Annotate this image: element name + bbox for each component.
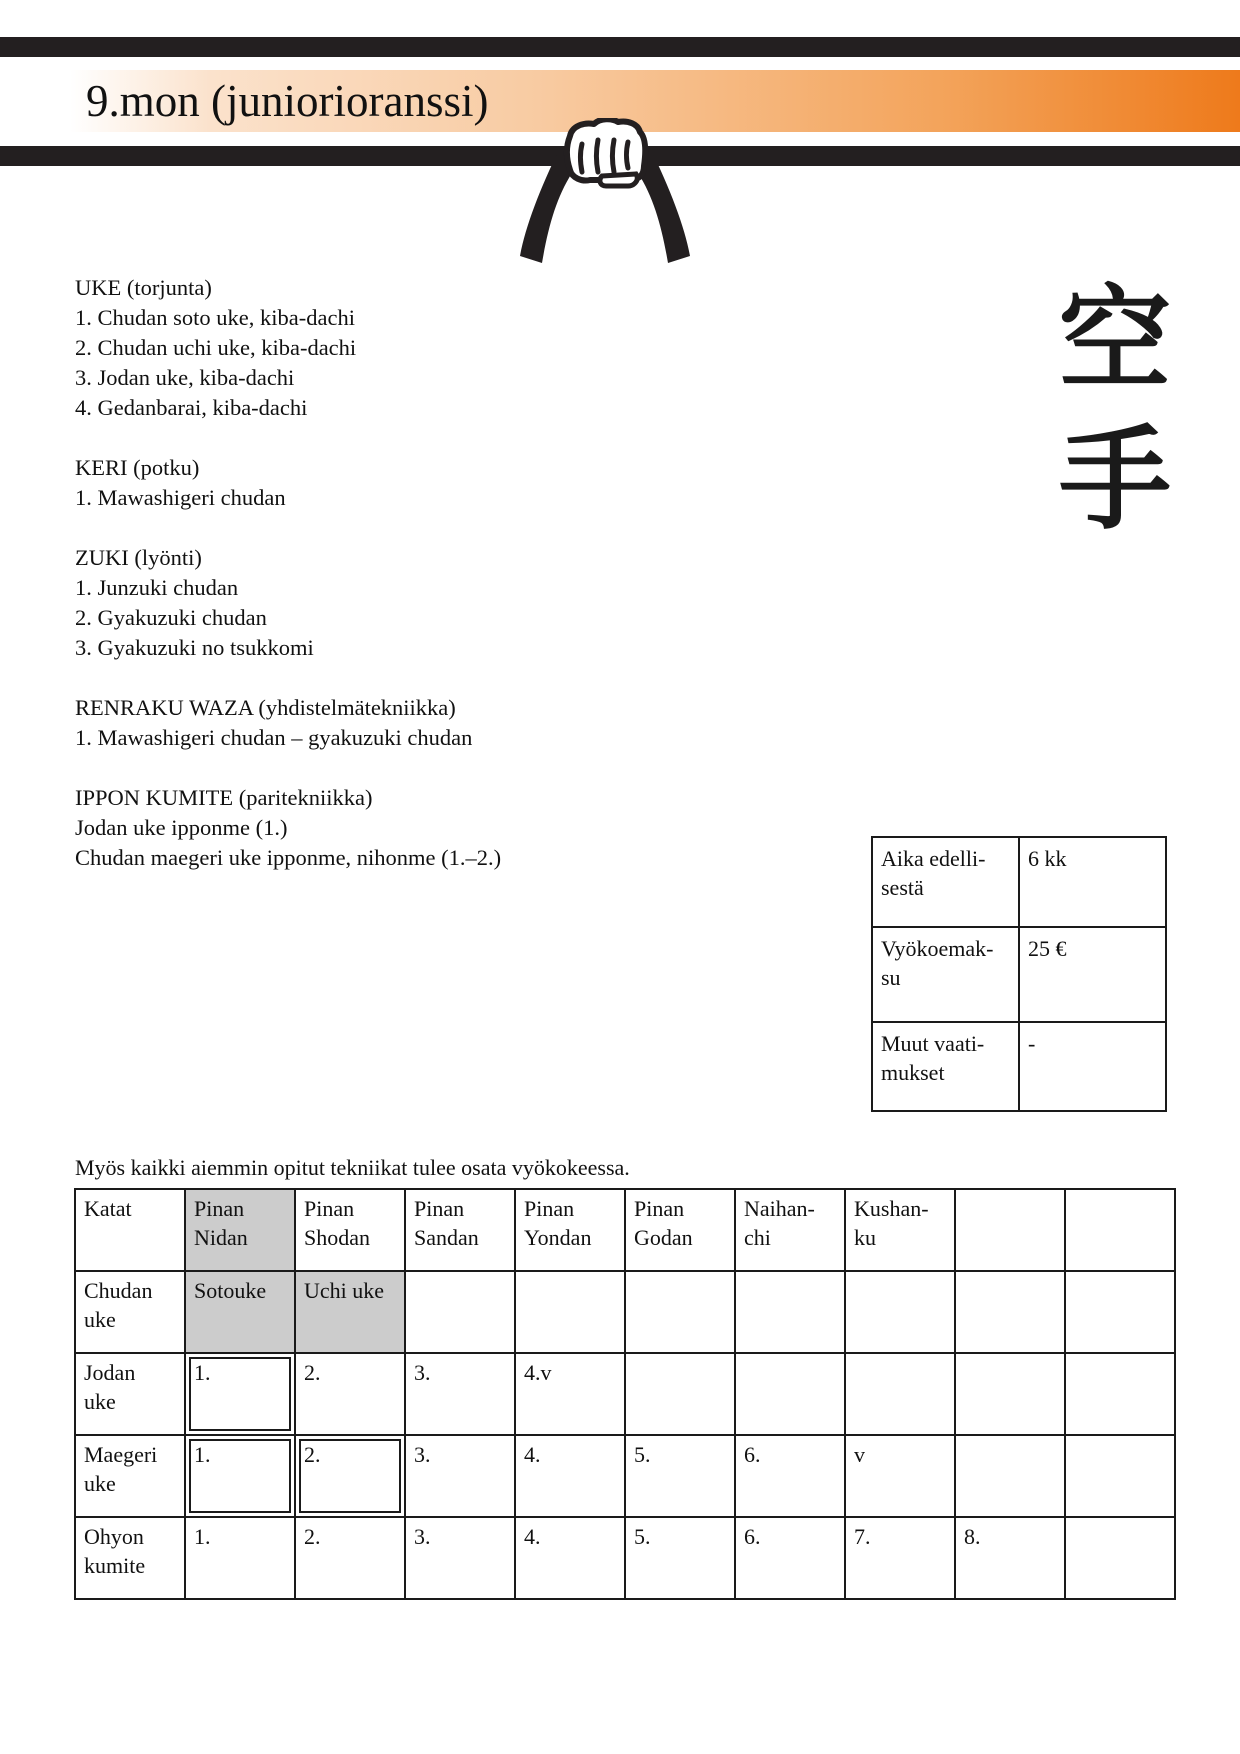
cell-text: Naihan- — [744, 1196, 815, 1221]
list-item: 2. Gyakuzuki chudan — [75, 605, 267, 630]
list-item: 3. Jodan uke, kiba-dachi — [75, 365, 295, 390]
table-cell — [515, 1189, 625, 1271]
table-cell — [185, 1353, 295, 1435]
cell-text: Kushan- — [854, 1196, 929, 1221]
row-label-cell — [75, 1189, 185, 1271]
cell-text: Sandan — [414, 1225, 479, 1250]
table-cell — [405, 1271, 515, 1353]
table-cell — [845, 1517, 955, 1599]
kanji-te: 手 — [1059, 415, 1171, 545]
section-heading: ZUKI (lyönti) — [75, 545, 202, 570]
table-row — [75, 1435, 1175, 1517]
cell-text: 8. — [964, 1524, 981, 1549]
cell-text: 7. — [854, 1524, 871, 1549]
cell-text: uke — [84, 1471, 116, 1496]
page-title: 9.mon (juniorioranssi) — [86, 76, 489, 126]
kanji-kara: 空 — [1059, 275, 1171, 405]
cell-text: chi — [744, 1225, 771, 1250]
section — [75, 543, 501, 663]
table-cell — [295, 1435, 405, 1517]
section — [75, 783, 501, 873]
table-cell — [515, 1353, 625, 1435]
list-item: Chudan maegeri uke ipponme, nihonme (1.–2.) — [75, 845, 502, 870]
section-heading: UKE (torjunta) — [75, 275, 212, 300]
section-heading: RENRAKU WAZA (yhdistelmätekniikka) — [75, 695, 456, 720]
list-item: 1. Chudan soto uke, kiba-dachi — [75, 305, 355, 330]
section — [75, 693, 501, 753]
table-cell — [515, 1517, 625, 1599]
section-heading: KERI (potku) — [75, 455, 200, 480]
table-cell — [1065, 1189, 1175, 1271]
cell-text: 5. — [634, 1524, 651, 1549]
label-cell: Aika edelli- sestä — [872, 837, 1019, 927]
cell-text: 1. — [194, 1524, 211, 1549]
cell-text: 6. — [744, 1524, 761, 1549]
table-header-row — [75, 1189, 1175, 1271]
value-cell: 6 kk — [1019, 837, 1166, 927]
cell-text: v — [854, 1442, 865, 1467]
note-text: Myös kaikki aiemmin opitut tekniikat tulee osata vyökokeessa. — [75, 1155, 630, 1180]
cell-text: Yondan — [524, 1225, 592, 1250]
cell-text: Jodan — [84, 1360, 136, 1385]
table-cell — [405, 1353, 515, 1435]
list-item: 1. Junzuki chudan — [75, 575, 239, 600]
cell-text: ku — [854, 1225, 876, 1250]
value-cell: 25 € — [1019, 927, 1166, 1022]
table-cell — [735, 1517, 845, 1599]
list-item: 4. Gedanbarai, kiba-dachi — [75, 395, 308, 420]
cell-text: 4. — [524, 1524, 541, 1549]
kata-table — [74, 1188, 1176, 1600]
cell-text: Pinan — [524, 1196, 575, 1221]
cell-text: 3. — [414, 1442, 431, 1467]
cell-text: 4.v — [524, 1360, 552, 1385]
requirements-table — [871, 836, 1167, 1112]
cell-text: 5. — [634, 1442, 651, 1467]
section — [75, 273, 501, 423]
cell-text: uke — [84, 1307, 116, 1332]
cell-text: 2. — [304, 1360, 321, 1385]
table-cell — [185, 1517, 295, 1599]
karate-kanji — [1055, 270, 1175, 550]
table-row — [872, 927, 1166, 1022]
table-cell — [735, 1353, 845, 1435]
cell-text: 1. — [194, 1442, 211, 1467]
table-cell — [1065, 1271, 1175, 1353]
table-cell — [295, 1353, 405, 1435]
label-cell: Muut vaati- mukset — [872, 1022, 1019, 1111]
cell-text: Ohyon — [84, 1524, 144, 1549]
table-cell — [845, 1353, 955, 1435]
cell-text: 2. — [304, 1524, 321, 1549]
table-cell — [625, 1435, 735, 1517]
list-item: 3. Gyakuzuki no tsukkomi — [75, 635, 314, 660]
header-bar-top — [0, 37, 1240, 57]
cell-text: Pinan — [414, 1196, 465, 1221]
cell-text: 1. — [194, 1360, 211, 1385]
table-cell — [955, 1517, 1065, 1599]
table-cell — [405, 1435, 515, 1517]
table-cell — [735, 1435, 845, 1517]
table-cell — [295, 1189, 405, 1271]
cell-text: Shodan — [304, 1225, 370, 1250]
table-cell — [405, 1189, 515, 1271]
table-cell — [845, 1189, 955, 1271]
cell-text: Chudan — [84, 1278, 153, 1303]
table-cell — [845, 1271, 955, 1353]
label-cell: Vyökoemak- su — [872, 927, 1019, 1022]
table-cell — [625, 1517, 735, 1599]
technique-sections — [75, 273, 501, 903]
cell-text: Uchi uke — [304, 1278, 385, 1303]
cell-text: uke — [84, 1389, 116, 1414]
table-row — [75, 1353, 1175, 1435]
cell-text: 2. — [304, 1442, 321, 1467]
table-cell — [515, 1435, 625, 1517]
cell-text: Pinan — [304, 1196, 355, 1221]
table-cell — [955, 1353, 1065, 1435]
section — [75, 453, 501, 513]
table-cell — [1065, 1353, 1175, 1435]
cell-text: 3. — [414, 1360, 431, 1385]
cell-text: Godan — [634, 1225, 693, 1250]
cell-text: Pinan — [194, 1196, 245, 1221]
table-cell — [955, 1435, 1065, 1517]
table-cell — [735, 1189, 845, 1271]
table-cell — [735, 1271, 845, 1353]
row-label-cell — [75, 1517, 185, 1599]
list-item: Jodan uke ipponme (1.) — [75, 815, 288, 840]
cell-text: kumite — [84, 1553, 146, 1578]
table-cell — [1065, 1517, 1175, 1599]
table-cell — [1065, 1435, 1175, 1517]
table-row — [75, 1271, 1175, 1353]
table-cell — [295, 1517, 405, 1599]
table-cell — [955, 1189, 1065, 1271]
table-row — [872, 1022, 1166, 1111]
list-item: 2. Chudan uchi uke, kiba-dachi — [75, 335, 357, 360]
table-cell — [515, 1271, 625, 1353]
cell-text: Maegeri — [84, 1442, 158, 1467]
table-cell — [625, 1353, 735, 1435]
cell-text: Katat — [84, 1196, 132, 1221]
table-row — [872, 837, 1166, 927]
table-cell — [625, 1271, 735, 1353]
table-cell — [185, 1271, 295, 1353]
table-cell — [295, 1271, 405, 1353]
cell-text: 3. — [414, 1524, 431, 1549]
list-item: 1. Mawashigeri chudan — [75, 485, 286, 510]
row-label-cell — [75, 1435, 185, 1517]
cell-text: 4. — [524, 1442, 541, 1467]
cell-text: Sotouke — [194, 1278, 267, 1303]
row-label-cell — [75, 1271, 185, 1353]
table-row — [75, 1517, 1175, 1599]
table-cell — [625, 1189, 735, 1271]
value-cell: - — [1019, 1022, 1166, 1111]
cell-text: Nidan — [194, 1225, 248, 1250]
table-cell — [955, 1271, 1065, 1353]
list-item: 1. Mawashigeri chudan – gyakuzuki chudan — [75, 725, 473, 750]
cell-text: Pinan — [634, 1196, 685, 1221]
table-cell — [405, 1517, 515, 1599]
cell-text: 6. — [744, 1442, 761, 1467]
section-heading: IPPON KUMITE (paritekniikka) — [75, 785, 373, 810]
row-label-cell — [75, 1353, 185, 1435]
fist-holding-belt-icon — [520, 118, 690, 263]
table-cell — [185, 1435, 295, 1517]
table-cell — [845, 1435, 955, 1517]
table-cell — [185, 1189, 295, 1271]
